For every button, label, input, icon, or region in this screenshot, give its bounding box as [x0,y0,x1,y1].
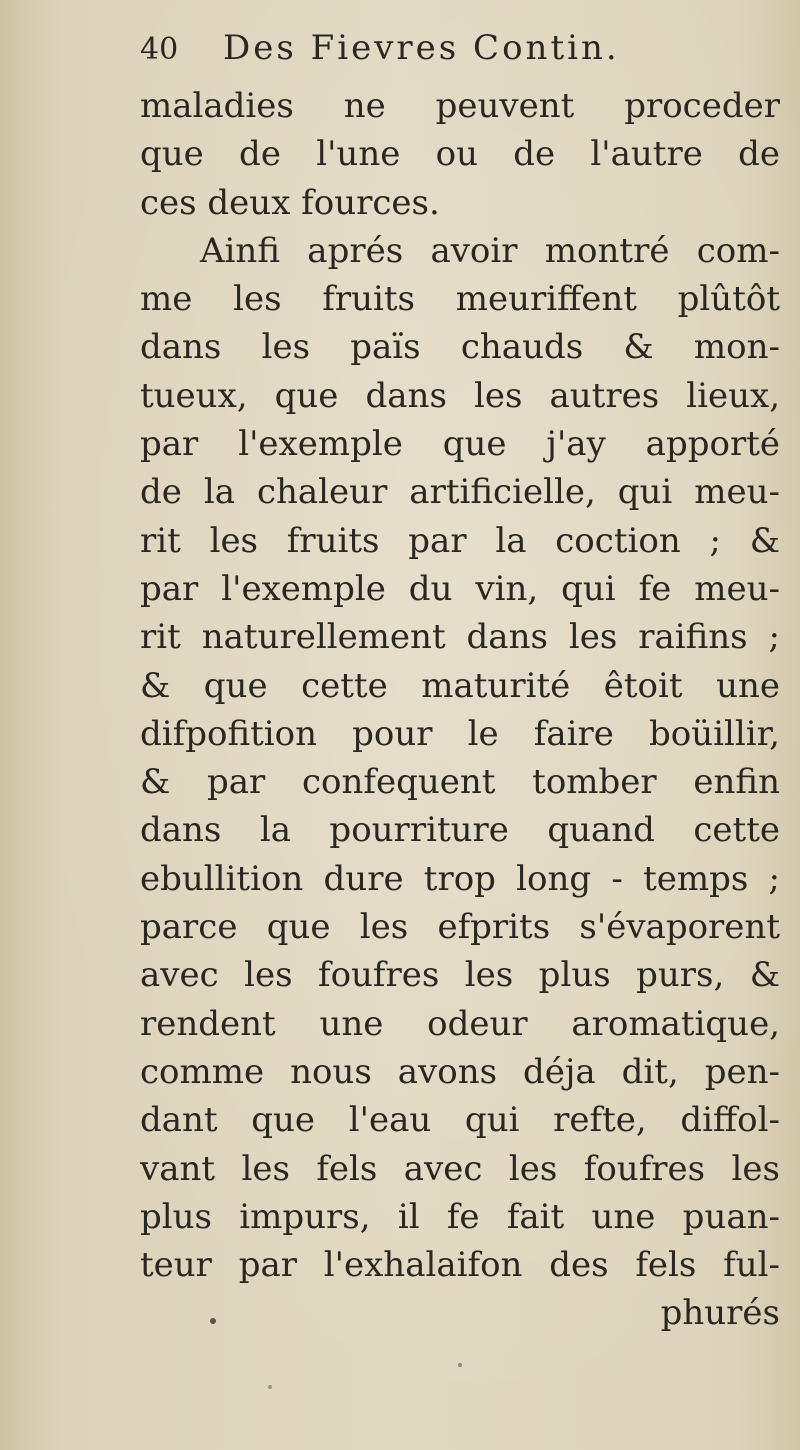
running-title: Des Fievres Contin. [223,28,620,68]
ink-speck [210,1318,216,1324]
body-text [140,82,780,1338]
text-line: rendent une odeur aromatique, [140,1003,780,1044]
text-line: maladies ne peuvent proceder [140,86,780,126]
catchword-line [140,1289,780,1337]
text-line: teur par l'exhalaifon des fels ful- [140,1245,780,1286]
ink-speck [458,1363,462,1367]
text-line: dant que l'eau qui refte, diffol- [140,1100,780,1141]
text-line: me les fruits meuriffent plûtôt [140,279,780,320]
catchword: phurés [660,1293,780,1334]
text-line: vant les fels avec les foufres les [140,1148,780,1189]
text-line: ebullition dure trop long - temps ; [140,858,780,899]
text-line: de la chaleur artificielle, qui meu- [140,472,780,513]
text-line: rit les fruits par la coction ; & [140,520,780,561]
text-line: dans la pourriture quand cette [140,810,780,851]
page-number: 40 [140,32,179,67]
text-line: que de l'une ou de l'autre de [140,134,780,175]
text-line: difpofition pour le faire boüillir, [140,713,780,754]
text-line: comme nous avons déja dit, pen- [140,1051,780,1092]
text-line: par l'exemple que j'ay apporté [140,424,780,465]
running-head [140,28,780,88]
text-line: parce que les efprits s'évaporent [140,907,780,948]
text-line: ces deux fources. [140,182,440,223]
text-line: dans les païs chauds & mon- [140,327,780,368]
text-line: rit naturellement dans les raifins ; [140,617,780,658]
text-line: avec les foufres les plus purs, & [140,955,780,996]
ink-speck [268,1385,272,1389]
text-line: tueux, que dans les autres lieux, [140,375,780,416]
text-line: par l'exemple du vin, qui fe meu- [140,568,780,609]
paragraph-first-line: Ainfi aprés avoir montré com- [200,230,780,271]
text-line: plus impurs, il fe fait une puan- [140,1196,780,1237]
text-line: & que cette maturité êtoit une [140,665,780,706]
text-line: & par confequent tomber enfin [140,762,780,803]
